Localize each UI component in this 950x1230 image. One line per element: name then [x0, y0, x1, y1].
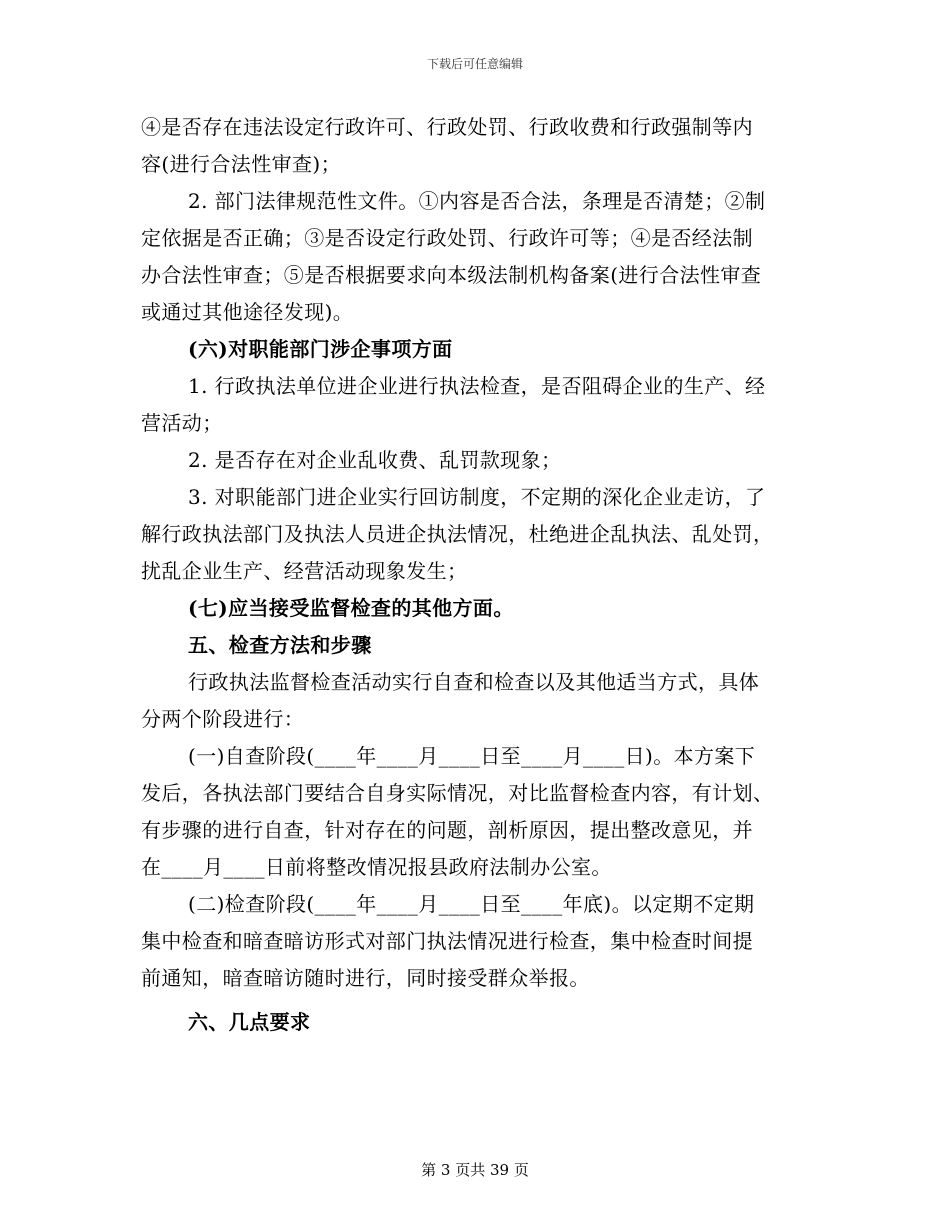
section-heading: 五、检查方法和步骤	[188, 633, 372, 657]
body-line: 扰乱企业生产、经营活动现象发生；	[141, 559, 468, 583]
body-line: 或通过其他途径发现)。	[141, 300, 354, 324]
body-line: 发后，各执法部门要结合自身实际情况，对比监督检查内容，有计划、	[141, 781, 774, 805]
body-line: 在____月____日前将整改情况报县政府法制办公室。	[141, 855, 612, 879]
body-line: ④是否存在违法设定行政许可、行政处罚、行政收费和行政强制等内	[141, 115, 753, 139]
body-line: 容(进行合法性审查)；	[141, 152, 342, 176]
body-line: 办合法性审查；⑤是否根据要求向本级法制机构备案(进行合法性审查	[141, 263, 762, 287]
section-heading: 六、几点要求	[188, 1010, 311, 1034]
body-line: 2. 部门法律规范性文件。①内容是否合法，条理是否清楚；②制	[188, 189, 766, 213]
body-line: 营活动；	[141, 411, 223, 435]
body-line: 行政执法监督检查活动实行自查和检查以及其他适当方式，具体	[188, 670, 760, 694]
section-heading: (七)应当接受监督检查的其他方面。	[188, 596, 514, 620]
section-heading: (六)对职能部门涉企事项方面	[188, 337, 453, 361]
body-line: 前通知，暗查暗访随时进行，同时接受群众举报。	[141, 966, 590, 990]
body-line: 1. 行政执法单位进企业进行执法检查，是否阻碍企业的生产、经	[188, 374, 766, 398]
body-line: (一)自查阶段(____年____月____日至____月____日)。本方案下	[188, 744, 756, 768]
body-line: 有步骤的进行自查，针对存在的问题，剖析原因，提出整改意见，并	[141, 818, 753, 842]
body-line: (二)检查阶段(____年____月____日至____年底)。以定期不定期	[188, 892, 755, 916]
body-line: 集中检查和暗查暗访形式对部门执法情况进行检查，集中检查时间提	[141, 929, 753, 953]
body-line: 分两个阶段进行：	[141, 707, 305, 731]
page-header: 下载后可任意编辑	[426, 57, 523, 71]
body-line: 2. 是否存在对企业乱收费、乱罚款现象；	[188, 448, 562, 472]
body-line: 3. 对职能部门进企业实行回访制度，不定期的深化企业走访，了	[188, 485, 766, 509]
body-line: 定依据是否正确；③是否设定行政处罚、行政许可等；④是否经法制	[141, 226, 753, 250]
page-number: 第 3 页共 39 页	[421, 1161, 529, 1179]
body-line: 解行政执法部门及执法人员进企执法情况，杜绝进企乱执法、乱处罚，	[141, 522, 774, 546]
